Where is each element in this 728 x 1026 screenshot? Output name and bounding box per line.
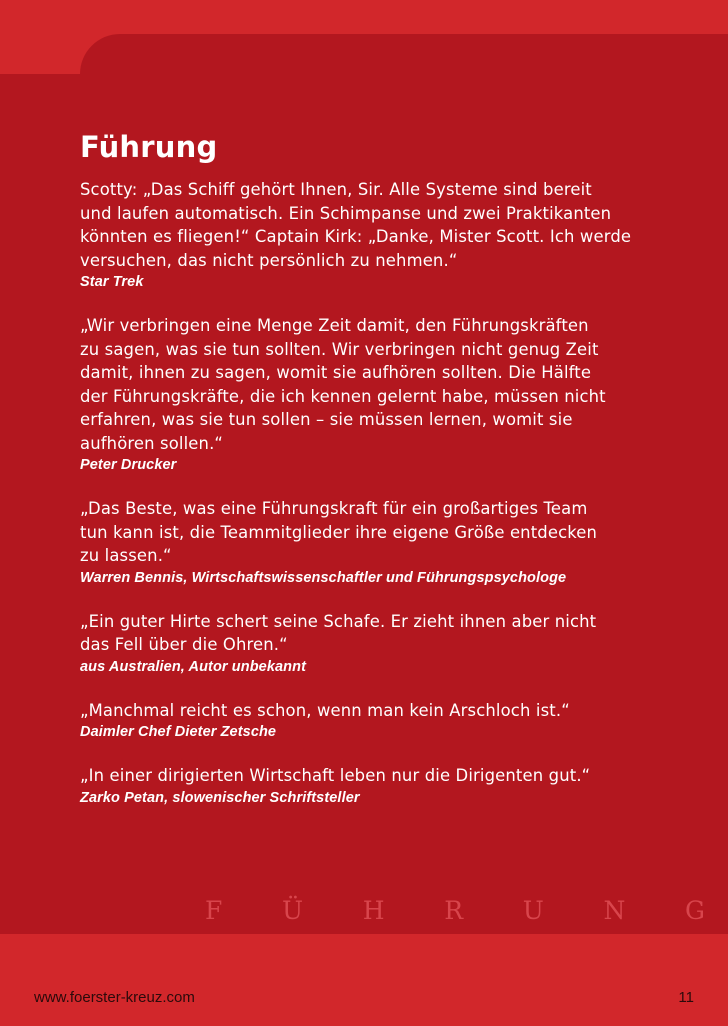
quote-line: zu sagen, was sie tun sollten. Wir verbringen nicht genug Zeit — [80, 339, 599, 359]
quote-author: Star Trek — [80, 274, 144, 290]
quote-line: „Wir verbringen eine Menge Zeit damit, den Führungskräften — [80, 316, 589, 335]
quote-text — [80, 178, 680, 272]
quote-author: Daimler Chef Dieter Zetsche — [80, 724, 277, 740]
spaced-section-title — [205, 896, 705, 926]
quote-line: der Führungskräfte, die ich kennen gelernt habe, müssen nicht — [80, 386, 606, 406]
quote-block — [80, 764, 680, 806]
quote-author: Warren Bennis, Wirtschaftswissenschaftler und Führungspsychologe — [80, 569, 567, 586]
quote-text — [80, 764, 680, 788]
quote-text — [80, 610, 680, 657]
footer-url[interactable]: www.foerster-kreuz.com — [34, 989, 195, 1006]
quote-line: „Das Beste, was eine Führungskraft für ein großartiges Team — [80, 499, 588, 518]
quote-line: „Ein guter Hirte schert seine Schafe. Er zieht ihnen aber nicht — [80, 611, 597, 631]
panel-tab — [80, 34, 728, 74]
quote-line: und laufen automatisch. Ein Schimpanse und zwei Praktikanten — [80, 203, 612, 223]
quote-author: Peter Drucker — [80, 457, 177, 473]
quote-block — [80, 610, 680, 675]
spaced-title-letter: R — [444, 896, 464, 925]
quote-line: erfahren, was sie tun sollen – sie müssen lernen, womit sie — [80, 410, 573, 429]
quote-line: „Manchmal reicht es schon, wenn man kein Arschloch ist.“ — [80, 700, 570, 720]
quote-line: aufhören sollen.“ — [80, 433, 224, 453]
quote-author: aus Australien, Autor unbekannt — [80, 658, 306, 675]
quote-list — [80, 178, 680, 806]
quote-block — [80, 497, 680, 586]
quotes-section — [80, 130, 680, 830]
quote-line: damit, ihnen zu sagen, womit sie aufhören sollten. Die Hälfte — [80, 363, 592, 382]
quote-block — [80, 178, 680, 290]
quote-line: das Fell über die Ohren.“ — [80, 635, 288, 654]
page-title: Führung — [80, 130, 218, 164]
spaced-title-letter: F — [205, 896, 223, 925]
quote-line: könnten es fliegen!“ Captain Kirk: „Danke, Mister Scott. Ich werde — [80, 227, 632, 246]
spaced-title-letter: U — [522, 896, 544, 925]
quote-line: „In einer dirigierten Wirtschaft leben nur die Dirigenten gut.“ — [80, 766, 591, 785]
quote-text — [80, 699, 680, 723]
quote-line: versuchen, das nicht persönlich zu nehmen.“ — [80, 250, 458, 270]
quote-block — [80, 314, 680, 473]
quote-block — [80, 699, 680, 741]
spaced-title-letter: G — [684, 896, 705, 925]
quote-line: tun kann ist, die Teammitglieder ihre eigene Größe entdecken — [80, 522, 598, 542]
quote-line: Scotty: „Das Schiff gehört Ihnen, Sir. Alle Systeme sind bereit — [80, 180, 592, 199]
page-number: 11 — [678, 989, 694, 1006]
spaced-title-letter: N — [603, 896, 626, 925]
quote-author: Zarko Petan, slowenischer Schriftsteller — [80, 789, 360, 806]
quote-line: zu lassen.“ — [80, 546, 172, 565]
quote-text — [80, 497, 680, 568]
spaced-title-letter: H — [362, 896, 385, 925]
spaced-title-letter: Ü — [282, 896, 304, 925]
quote-text — [80, 314, 680, 455]
